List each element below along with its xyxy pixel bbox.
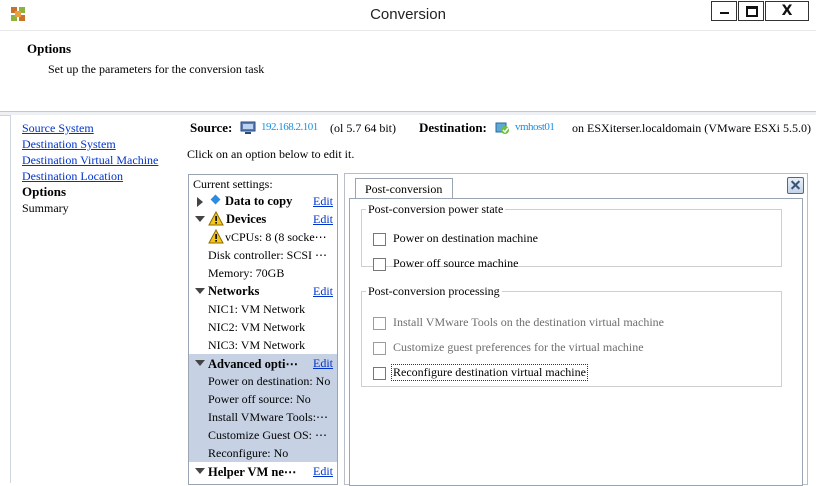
tree-item-helper-vm[interactable] [189, 462, 337, 480]
expand-arrow-icon[interactable] [197, 197, 203, 207]
power-on-destination-label: Power on destination: No [208, 374, 331, 388]
tree-item-power-off-source[interactable] [189, 390, 337, 408]
destination-name: vmhost01 [515, 121, 555, 133]
collapse-arrow-icon[interactable] [195, 360, 205, 366]
checkbox-box[interactable] [373, 233, 386, 246]
nav-source-system[interactable]: Source System [22, 121, 94, 135]
tree-item-vcpus[interactable] [189, 228, 337, 246]
edit-devices-link[interactable]: Edit [313, 212, 333, 226]
minimize-button[interactable] [711, 1, 737, 21]
advanced-options-label: Advanced opti⋯ [208, 357, 298, 371]
vm-host-icon [494, 121, 510, 135]
collapse-arrow-icon[interactable] [195, 216, 205, 222]
warning-icon [208, 211, 224, 226]
checkbox-box[interactable] [373, 367, 386, 380]
tree-item-networks[interactable] [189, 282, 337, 300]
collapse-arrow-icon[interactable] [195, 288, 205, 294]
power-off-source-label: Power off source: No [208, 392, 311, 406]
nav-destination-vm[interactable]: Destination Virtual Machine [22, 153, 159, 167]
nav-options: Options [22, 184, 67, 199]
options-panel [344, 173, 808, 485]
nav-destination-location[interactable]: Destination Location [22, 169, 123, 183]
tree-item-advanced-options[interactable] [189, 354, 337, 372]
warning-icon [208, 229, 224, 244]
collapse-arrow-icon[interactable] [195, 468, 205, 474]
tab-content [349, 198, 803, 486]
source-destination-summary [190, 120, 816, 138]
edit-hint: Click on an option below to edit it. [187, 147, 355, 161]
tree-item-nic3[interactable] [189, 336, 337, 354]
settings-tree[interactable] [188, 174, 338, 485]
source-name: 192.168.2.101 [261, 121, 318, 133]
power-state-group [361, 202, 782, 270]
panel-close-icon[interactable] [787, 177, 804, 194]
install-tools-text: Install VMware Tools on the destination virtual machine [393, 315, 664, 329]
tree-item-devices[interactable] [189, 210, 337, 228]
tree-item-nic1[interactable] [189, 300, 337, 318]
install-tools-label: Install VMware Tools:⋯ [208, 410, 329, 424]
tree-item-reconfigure[interactable] [189, 444, 337, 462]
tree-item-nic2[interactable] [189, 318, 337, 336]
processing-group [361, 284, 782, 387]
data-diamond-icon [211, 195, 221, 205]
customize-guest-text: Customize guest preferences for the virtual machine [393, 340, 644, 354]
tree-item-power-on-destination[interactable] [189, 372, 337, 390]
edit-networks-link[interactable]: Edit [313, 284, 333, 298]
edit-data-to-copy-link[interactable]: Edit [313, 194, 333, 208]
helper-vm-label: Helper VM ne⋯ [208, 465, 297, 479]
tree-item-install-tools[interactable] [189, 408, 337, 426]
processing-group-title: Post-conversion processing [368, 284, 500, 298]
nic1-label: NIC1: VM Network [208, 302, 306, 316]
close-button[interactable] [765, 1, 809, 21]
reconfigure-text: Reconfigure destination virtual machine [393, 365, 586, 379]
destination-label: Destination: [419, 120, 487, 135]
tab-strip [345, 174, 807, 198]
checkbox-box[interactable] [373, 342, 386, 355]
reconfigure-label: Reconfigure: No [208, 446, 289, 460]
page-subtitle: Set up the parameters for the conversion task [48, 62, 265, 76]
customize-guest-label: Customize Guest OS: ⋯ [208, 428, 327, 442]
edit-advanced-options-link[interactable]: Edit [313, 356, 333, 370]
wizard-header [0, 31, 816, 112]
nic2-label: NIC2: VM Network [208, 320, 306, 334]
source-label: Source: [190, 120, 233, 135]
window-title: Conversion [370, 6, 446, 23]
networks-label: Networks [208, 284, 260, 298]
tab-post-conversion-label: Post-conversion [365, 182, 443, 196]
vcpus-label: vCPUs: 8 (8 socke⋯ [225, 230, 327, 244]
tab-post-conversion[interactable] [355, 178, 453, 199]
memory-label: Memory: 70GB [208, 266, 285, 280]
page-title: Options [27, 41, 72, 56]
disk-controller-label: Disk controller: SCSI ⋯ [208, 248, 327, 262]
tree-item-customize-guest[interactable] [189, 426, 337, 444]
tree-item-memory[interactable] [189, 264, 337, 282]
power-off-source-text: Power off source machine [393, 256, 519, 270]
source-os: (ol 5.7 64 bit) [330, 121, 396, 135]
title-bar [0, 0, 816, 31]
maximize-button[interactable] [738, 1, 764, 21]
checkbox-box[interactable] [373, 258, 386, 271]
wizard-nav [10, 115, 179, 483]
power-on-destination-text: Power on destination machine [393, 231, 538, 245]
close-icon: X [781, 3, 793, 19]
destination-host: on ESXiterser.localdomain (VMware ESXi 5.5.0) [572, 121, 811, 135]
data-to-copy-label: Data to copy [225, 194, 293, 208]
physical-machine-icon [240, 121, 256, 135]
tree-item-disk-controller[interactable] [189, 246, 337, 264]
nic3-label: NIC3: VM Network [208, 338, 306, 352]
main-content [178, 115, 816, 483]
tree-header-label: Current settings: [193, 177, 273, 191]
tree-item-data-to-copy[interactable] [189, 192, 337, 210]
tree-header [189, 175, 337, 193]
power-state-group-title: Post-conversion power state [368, 202, 504, 216]
devices-label: Devices [226, 212, 267, 226]
nav-destination-system[interactable]: Destination System [22, 137, 116, 151]
edit-helper-vm-link[interactable]: Edit [313, 464, 333, 478]
checkbox-box[interactable] [373, 317, 386, 330]
nav-summary: Summary [22, 201, 69, 215]
